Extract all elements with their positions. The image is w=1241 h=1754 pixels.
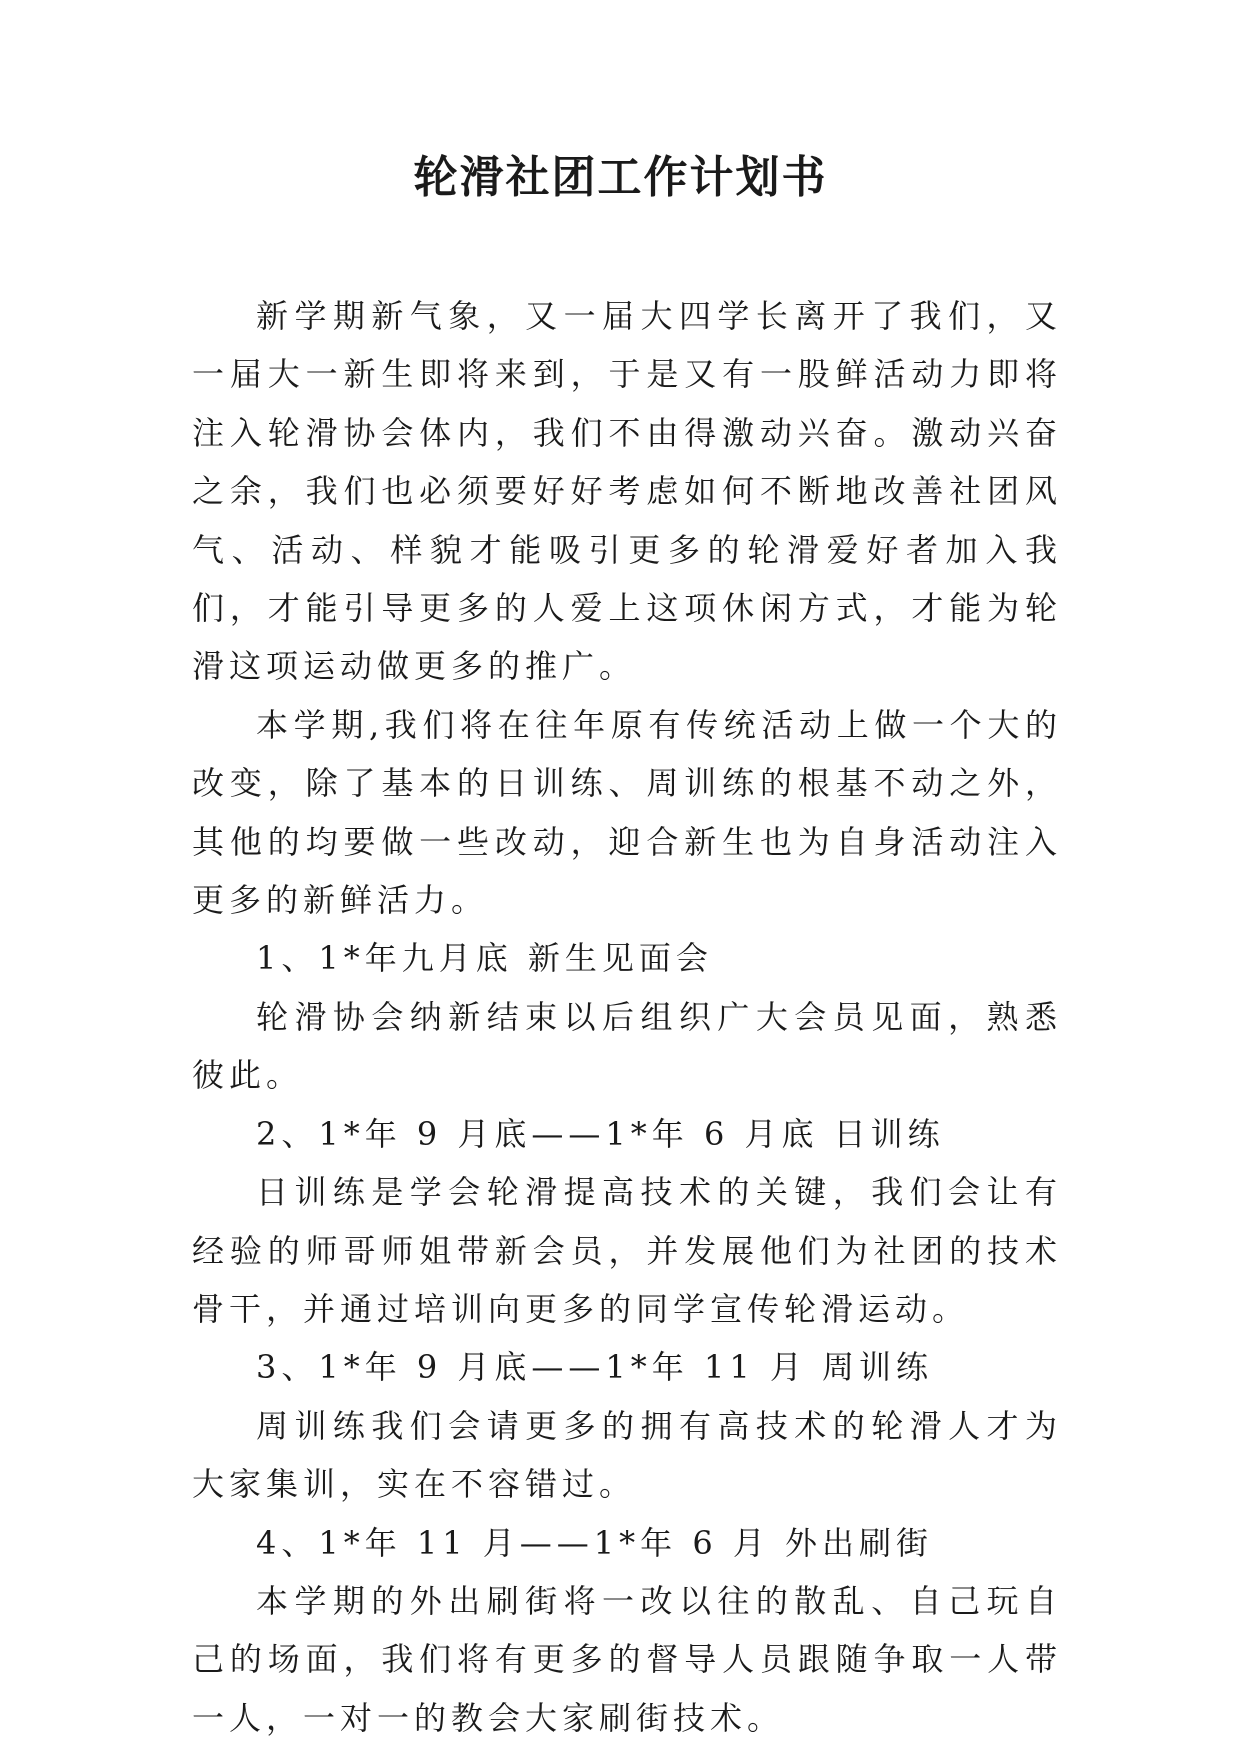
item-body-2: 日训练是学会轮滑提高技术的关键，我们会让有经验的师哥师姐带新会员，并发展他们为社团的技术骨干，并通过培训向更多的同学宣传轮滑运动。 [192, 1173, 1062, 1328]
paragraph-intro: 新学期新气象，又一届大四学长离开了我们，又一届大一新生即将来到，于是又有一股鲜活动力即将注入轮滑协会体内，我们不由得激动兴奋。激动兴奋之余，我们也必须要好好考虑如何不断地改善社团风气、活动、样貌才能吸引更多的轮滑爱好者加入我们，才能引导更多的人爱上这项休闲方式，才能为轮滑这项运动做更多的推广。 [192, 297, 1062, 686]
item-heading-1: 1、1*年九月底 新生见面会 [256, 939, 713, 978]
document-body [192, 287, 1062, 1747]
item-heading-4: 4、1*年 11 月——1*年 6 月 外出刷街 [256, 1523, 934, 1562]
paragraph-semester-plan: 本学期,我们将在往年原有传统活动上做一个大的改变，除了基本的日训练、周训练的根基不动之外，其他的均要做一些改动，迎合新生也为自身活动注入更多的新鲜活力。 [192, 705, 1062, 920]
item-body-1: 轮滑协会纳新结束以后组织广大会员见面，熟悉彼此。 [192, 997, 1062, 1095]
item-heading-2: 2、1*年 9 月底——1*年 6 月底 日训练 [256, 1114, 945, 1153]
item-body-4: 本学期的外出刷街将一改以往的散乱、自己玩自己的场面，我们将有更多的督导人员跟随争取一人带一人，一对一的教会大家刷街技术。 [192, 1581, 1062, 1737]
item-body-3: 周训练我们会请更多的拥有高技术的轮滑人才为大家集训，实在不容错过。 [192, 1406, 1062, 1504]
item-heading-3: 3、1*年 9 月底——1*年 11 月 周训练 [256, 1348, 934, 1387]
document-title: 轮滑社团工作计划书 [413, 152, 828, 203]
